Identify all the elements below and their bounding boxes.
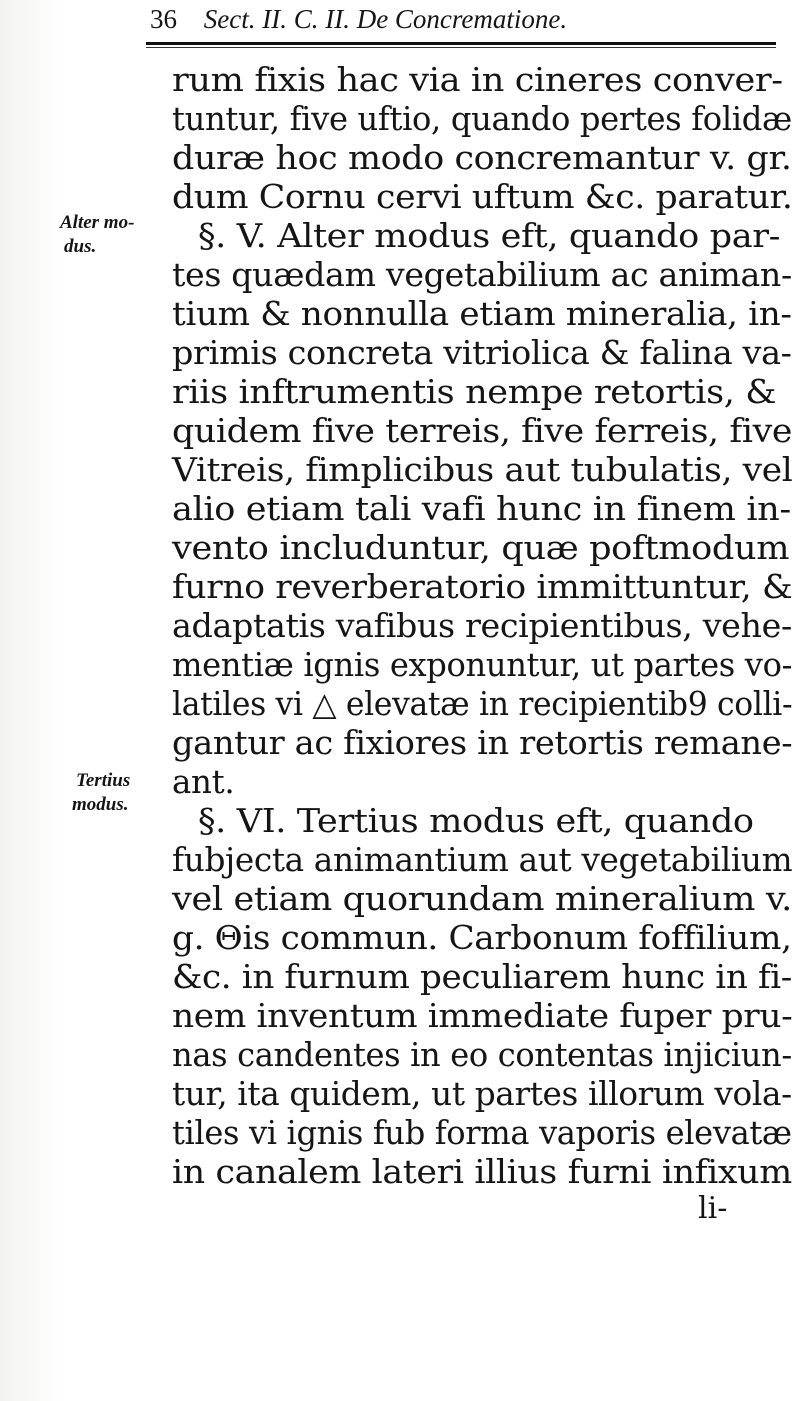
text-line: Vitreis, fimplicibus aut tubulatis, vel (172, 451, 793, 489)
text-line: adaptatis vafibus recipientibus, vehe- (172, 607, 792, 645)
text-line: vel etiam quorundam mineralium v. (172, 880, 792, 918)
text-line: mentiæ ignis exponuntur, ut partes vo- (172, 646, 793, 684)
text-line: furno reverberatorio immittuntur, & (172, 568, 793, 606)
text-line: rum fixis hac via in cineres conver- (172, 61, 783, 99)
text-line: gantur ac fixiores in retortis remane- (172, 724, 793, 762)
running-header (150, 4, 567, 35)
catchword: li- (698, 1191, 728, 1226)
margin-note-tertius-line1: Tertius (76, 770, 131, 791)
text-line: duræ hoc modo concremantur v. gr. (172, 139, 792, 177)
header-rule-thin (146, 47, 776, 48)
page-number: 36 (150, 4, 177, 34)
margin-note-tertius-line2: modus. (72, 794, 129, 815)
text-line: tiles vi ignis fub forma vaporis elevatæ (172, 1114, 792, 1152)
paragraph-v-start: §. V. Alter modus eft, quando par- (198, 217, 781, 255)
text-line: vento includuntur, quæ poftmodum (172, 529, 790, 567)
margin-note-alter-modus-line2: dus. (64, 236, 97, 257)
text-line: &c. in furnum peculiarem hunc in fi- (172, 958, 792, 996)
text-line: quidem five terreis, five ferreis, five (172, 412, 793, 450)
text-line: nem inventum immediate fuper pru- (172, 997, 793, 1035)
text-line: tur, ita quidem, ut partes illorum vola- (172, 1075, 792, 1113)
margin-note-alter-modus-line1: Alter mo- (60, 212, 135, 233)
text-line: tes quædam vegetabilium ac animan- (172, 256, 792, 294)
text-line: ant. (172, 763, 235, 801)
text-line: tium & nonnulla etiam mineralia, in- (172, 295, 792, 333)
header-rule (146, 42, 776, 45)
text-line: in canalem lateri illius furni infixum (172, 1153, 792, 1191)
text-line: primis concreta vitriolica & falina va- (172, 334, 792, 372)
text-line: alio etiam tali vafi hunc in finem in- (172, 490, 791, 528)
text-line: tuntur, five uftio, quando pertes folidæ (172, 100, 792, 138)
running-title: Sect. II. C. II. De Concrematione. (203, 4, 568, 34)
text-line: latiles vi △ elevatæ in recipientib9 colli- (172, 685, 793, 723)
text-line: dum Cornu cervi uftum &c. paratur. (172, 178, 793, 216)
text-line: nas candentes in eo contentas injiciun- (172, 1036, 792, 1074)
paragraph-vi-start: §. VI. Tertius modus eft, quando (198, 802, 754, 840)
text-line: g. Θis commun. Carbonum foffilium, (172, 919, 792, 957)
binding-shadow (0, 0, 60, 1401)
text-line: riis inftrumentis nempe retortis, & (172, 373, 777, 411)
text-line: fubjecta animantium aut vegetabilium (172, 841, 793, 879)
